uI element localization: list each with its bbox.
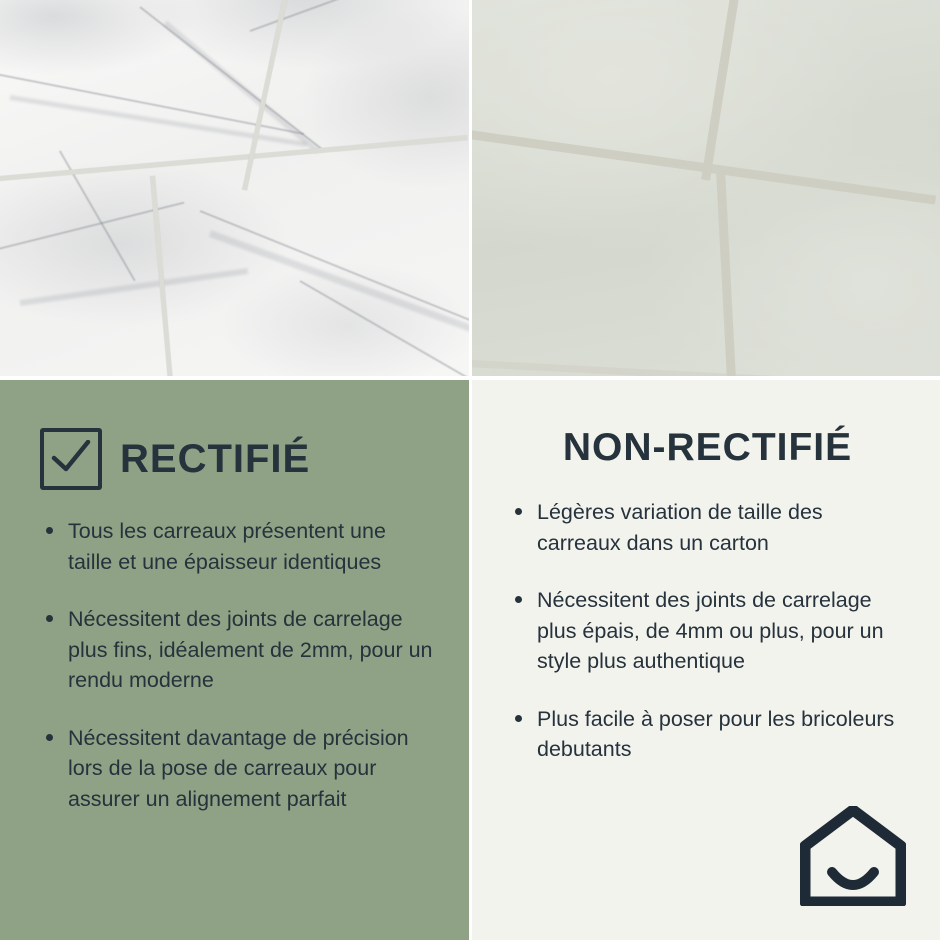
list-item: Tous les carreaux présentent une taille et une épaisseur identiques	[40, 516, 435, 577]
panel-divider-horizontal	[0, 376, 940, 380]
rectified-heading	[40, 428, 435, 490]
list-item: Légères variation de taille des carreaux dans un carton	[509, 497, 906, 558]
list-item: Nécessitent des joints de carrelage plus fins, idéalement de 2mm, pour un rendu moderne	[40, 604, 435, 696]
list-item: Nécessitent des joints de carrelage plus épais, de 4mm ou plus, pour un style plus authentique	[509, 585, 906, 677]
list-item: Plus facile à poser pour les bricoleurs debutants	[509, 704, 906, 765]
house-smile-logo	[800, 806, 906, 906]
marble-texture	[0, 0, 469, 378]
grey-tile-image	[469, 0, 940, 378]
rectified-title: RECTIFIÉ	[120, 437, 311, 481]
non-rectified-points-list	[509, 497, 906, 765]
list-item: Nécessitent davantage de précision lors de la pose de carreaux pour assurer un alignement parfait	[40, 723, 435, 815]
non-rectified-title: NON-RECTIFIÉ	[562, 426, 853, 469]
rectified-panel	[0, 378, 469, 940]
rectified-points-list	[40, 516, 435, 814]
marble-tile-image	[0, 0, 469, 378]
non-rectified-panel	[469, 378, 940, 940]
checkbox-check-icon	[40, 428, 102, 490]
panel-divider-vertical	[469, 0, 472, 940]
non-rectified-heading	[509, 428, 906, 467]
